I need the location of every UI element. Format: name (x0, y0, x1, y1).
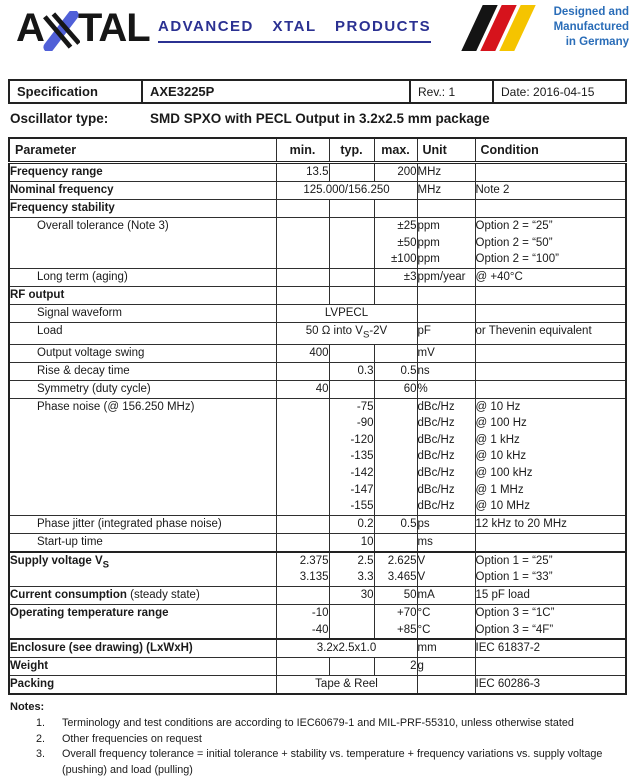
typ-cell: 0.2 (329, 515, 374, 533)
row-phase-jitter (9, 515, 626, 533)
condition-cell (475, 200, 626, 218)
max-cell (374, 344, 417, 362)
param-cell: RF output (9, 286, 276, 304)
condition-cell (475, 658, 626, 676)
param-cell: Phase jitter (integrated phase noise) (9, 515, 276, 533)
unit-cell (417, 398, 475, 515)
merged-value-cell: Tape & Reel (276, 676, 417, 695)
unit-cell: MHz (417, 163, 475, 182)
cell-line: dBc/Hz (417, 417, 455, 430)
row-packing (9, 676, 626, 695)
max-cell: 50 (374, 587, 417, 605)
germany-flag-icon (472, 5, 550, 53)
min-cell (276, 515, 329, 533)
cell-line: -135 (350, 450, 374, 463)
cell-line: 2.375 (299, 554, 329, 567)
max-cell (374, 552, 417, 587)
cell-line: ±50 (397, 236, 417, 249)
cell-line: ±25 (397, 220, 417, 232)
note-item (10, 747, 627, 778)
param-cell: Symmetry (duty cycle) (9, 380, 276, 398)
cell-line: @ 10 MHz (475, 500, 530, 513)
max-cell (374, 398, 417, 515)
min-cell (276, 552, 329, 587)
cell-line: 2.5 (357, 554, 374, 567)
unit-cell: MHz (417, 182, 475, 200)
typ-cell: 10 (329, 533, 374, 552)
cell-line: ppm (417, 253, 440, 266)
row-symmetry (9, 380, 626, 398)
cell-line: +70 (396, 607, 417, 620)
typ-cell (329, 552, 374, 587)
max-cell (374, 218, 417, 269)
note-text: Other frequencies on request (62, 732, 202, 745)
condition-cell (475, 552, 626, 587)
revision: Rev.: 1 (409, 81, 492, 102)
typ-cell (329, 200, 374, 218)
col-condition: Condition (475, 138, 626, 163)
made-in-line-1: Designed and (553, 6, 629, 18)
min-cell (276, 398, 329, 515)
cell-line: Option 3 = “4F” (475, 623, 554, 636)
specification-bar (8, 79, 627, 104)
param-cell: Start-up time (9, 533, 276, 552)
param-cell: Current consumption (steady state) (9, 587, 276, 605)
condition-cell (475, 218, 626, 269)
condition-cell (475, 304, 626, 322)
notes-title: Notes: (10, 701, 45, 714)
min-cell (276, 200, 329, 218)
max-cell (374, 605, 417, 640)
condition-cell: @ +40°C (475, 268, 626, 286)
unit-cell: g (417, 658, 475, 676)
cell-line: @ 10 Hz (475, 400, 521, 413)
cell-line: @ 100 kHz (475, 467, 533, 480)
cell-line: +85 (396, 623, 417, 636)
unit-cell: ps (417, 515, 475, 533)
row-enclosure (9, 639, 626, 658)
unit-cell: pF (417, 322, 475, 344)
unit-cell (417, 286, 475, 304)
condition-cell (475, 286, 626, 304)
min-cell: 400 (276, 344, 329, 362)
unit-cell: ns (417, 362, 475, 380)
cell-line: -40 (311, 623, 329, 636)
max-cell (374, 533, 417, 552)
row-weight (9, 658, 626, 676)
condition-cell: 12 kHz to 20 MHz (475, 515, 626, 533)
row-nominal-frequency (9, 182, 626, 200)
cell-line: Option 1 = “25” (475, 554, 553, 567)
cell-line: V (417, 554, 426, 567)
header (0, 0, 634, 74)
cell-line: dBc/Hz (417, 467, 455, 480)
min-cell (276, 605, 329, 640)
unit-cell: % (417, 380, 475, 398)
condition-cell: IEC 61837-2 (475, 639, 626, 658)
row-rise-decay-time (9, 362, 626, 380)
merged-value-cell: 125.000/156.250 (276, 182, 417, 200)
condition-cell: Note 2 (475, 182, 626, 200)
condition-cell (475, 533, 626, 552)
typ-cell (329, 218, 374, 269)
min-cell (276, 658, 329, 676)
axtal-x-icon (42, 11, 80, 51)
row-output-voltage-swing (9, 344, 626, 362)
col-max: max. (374, 138, 417, 163)
unit-cell: mA (417, 587, 475, 605)
max-cell: 0.5 (374, 362, 417, 380)
max-cell: 60 (374, 380, 417, 398)
max-cell: 200 (374, 163, 417, 182)
typ-cell (329, 605, 374, 640)
unit-cell (417, 605, 475, 640)
made-in-germany-text (554, 5, 629, 50)
unit-cell: ms (417, 533, 475, 552)
unit-cell (417, 218, 475, 269)
merged-value-cell: 3.2x2.5x1.0 (276, 639, 417, 658)
col-min: min. (276, 138, 329, 163)
condition-cell (475, 380, 626, 398)
param-cell: Long term (aging) (9, 268, 276, 286)
col-parameter: Parameter (9, 138, 276, 163)
condition-cell (475, 344, 626, 362)
cell-line: Option 1 = “33” (475, 571, 553, 584)
cell-line: ppm (417, 236, 440, 249)
made-in-line-2: Manufactured (553, 20, 629, 33)
typ-cell (329, 268, 374, 286)
merged-value-cell: 50 Ω into $V_S-2V$ (276, 322, 417, 344)
row-phase-noise (9, 398, 626, 515)
param-cell: Nominal frequency (9, 182, 276, 200)
unit-cell (417, 552, 475, 587)
typ-cell: 30 (329, 587, 374, 605)
condition-cell: 15 pF load (475, 587, 626, 605)
unit-cell: ppm/year (417, 268, 475, 286)
param-cell: Rise & decay time (9, 362, 276, 380)
row-rf-output (9, 286, 626, 304)
min-cell: 40 (276, 380, 329, 398)
param-cell: Enclosure (see drawing) (LxWxH) (9, 639, 276, 658)
notes-list (10, 716, 627, 779)
param-suffix: (steady state) (126, 589, 200, 602)
cell-line: -142 (350, 467, 374, 480)
param-cell: Overall tolerance (Note 3) (9, 218, 276, 269)
param-cell: Operating temperature range (9, 605, 276, 640)
param-cell: Signal waveform (9, 304, 276, 322)
cell-line: -10 (311, 607, 329, 620)
notes-section (10, 700, 627, 779)
note-item (10, 716, 627, 732)
max-cell (374, 286, 417, 304)
typ-cell: 0.3 (329, 362, 374, 380)
oscillator-type-value: SMD SPXO with PECL Output in 3.2x2.5 mm package (150, 111, 490, 126)
spec-label: Specification (17, 84, 98, 99)
min-cell (276, 268, 329, 286)
cell-line: @ 1 kHz (475, 433, 520, 446)
min-cell (276, 218, 329, 269)
cell-line: ±100 (391, 253, 417, 266)
cell-line: 2.625 (387, 554, 417, 567)
note-text: Overall frequency tolerance = initial tolerance + stability vs. temperature + frequency variations vs. supply voltage (pushing) and load (pulling) (62, 748, 603, 777)
cell-line: dBc/Hz (417, 450, 455, 463)
cell-line: Option 2 = “100” (475, 253, 559, 266)
condition-cell (475, 362, 626, 380)
cell-line: Option 3 = “1C” (475, 607, 555, 620)
row-frequency-stability (9, 200, 626, 218)
cell-line: -75 (356, 400, 374, 413)
cell-line: dBc/Hz (417, 400, 455, 413)
cell-line: 3.135 (299, 571, 329, 584)
condition-cell: IEC 60286-3 (475, 676, 626, 695)
table-header-row (9, 138, 626, 163)
cell-line: 3.3 (357, 571, 374, 584)
cell-line: -90 (356, 417, 374, 430)
min-cell (276, 286, 329, 304)
cell-line: dBc/Hz (417, 500, 455, 513)
row-supply-voltage (9, 552, 626, 587)
cell-line: -120 (350, 433, 374, 446)
param-cell: Frequency range (9, 163, 276, 182)
axtal-logo (16, 6, 150, 51)
note-item (10, 732, 627, 748)
row-overall-tolerance (9, 218, 626, 269)
note-number: 2. (36, 732, 46, 745)
cell-line: Option 2 = “25” (475, 220, 553, 232)
min-cell: 13.5 (276, 163, 329, 182)
cell-line: V (417, 571, 426, 584)
company-tagline: ADVANCED XTAL PRODUCTS (158, 18, 431, 43)
typ-cell (329, 398, 374, 515)
made-in-line-3: in Germany (565, 35, 629, 48)
note-number: 3. (36, 748, 46, 761)
row-signal-waveform (9, 304, 626, 322)
param-cell: Weight (9, 658, 276, 676)
row-startup-time (9, 533, 626, 552)
unit-cell (417, 304, 475, 322)
min-cell (276, 533, 329, 552)
cell-line: @ 10 kHz (475, 450, 527, 463)
typ-cell (329, 344, 374, 362)
max-cell (374, 200, 417, 218)
param-cell: Phase noise (@ 156.250 MHz) (9, 398, 276, 515)
logo-letter-a: A (16, 6, 44, 50)
col-unit: Unit (417, 138, 475, 163)
condition-cell (475, 605, 626, 640)
row-operating-temperature (9, 605, 626, 640)
cell-line: °C (417, 623, 431, 636)
cell-line: -147 (350, 483, 374, 496)
row-frequency-range (9, 163, 626, 182)
part-number: AXE3225P (141, 81, 409, 102)
logo-letters-tal: TAL (77, 6, 150, 50)
param-cell: Output voltage swing (9, 344, 276, 362)
row-long-term-aging (9, 268, 626, 286)
param-cell: Packing (9, 676, 276, 695)
param-cell: Load (9, 322, 276, 344)
param-table-body (9, 163, 626, 695)
note-number: 1. (36, 717, 46, 730)
condition-cell (475, 398, 626, 515)
unit-cell: mm (417, 639, 475, 658)
param-cell: Supply voltage $V_S$ (9, 552, 276, 587)
condition-cell (475, 163, 626, 182)
max-cell: ±3 (374, 268, 417, 286)
min-cell (276, 587, 329, 605)
cell-line: Option 2 = “50” (475, 236, 553, 249)
oscillator-type-label: Oscillator type: (10, 111, 109, 126)
param-cell: Frequency stability (9, 200, 276, 218)
unit-cell (417, 200, 475, 218)
typ-cell (329, 658, 374, 676)
note-text: Terminology and test conditions are according to IEC60679-1 and MIL-PRF-55310, unless otherwise stated (62, 717, 574, 730)
cell-line: @ 1 MHz (475, 483, 524, 496)
typ-cell (329, 380, 374, 398)
date: Date: 2016-04-15 (492, 81, 625, 102)
min-cell (276, 362, 329, 380)
col-typ: typ. (329, 138, 374, 163)
cell-line: ppm (417, 220, 440, 232)
cell-line: 3.465 (387, 571, 417, 584)
cell-line: °C (417, 607, 431, 620)
max-cell: 2 (374, 658, 417, 676)
row-load (9, 322, 626, 344)
cell-line: dBc/Hz (417, 483, 455, 496)
cell-line: -155 (350, 500, 374, 513)
merged-value-cell: LVPECL (276, 304, 417, 322)
cell-line: dBc/Hz (417, 433, 455, 446)
row-current-consumption (9, 587, 626, 605)
unit-cell (417, 676, 475, 695)
parameter-table (8, 137, 627, 695)
typ-cell (329, 163, 374, 182)
unit-cell: mV (417, 344, 475, 362)
typ-cell (329, 286, 374, 304)
oscillator-type-line (10, 111, 627, 126)
max-cell: 0.5 (374, 515, 417, 533)
cell-line: @ 100 Hz (475, 417, 527, 430)
condition-cell: or Thevenin equivalent (475, 322, 626, 344)
